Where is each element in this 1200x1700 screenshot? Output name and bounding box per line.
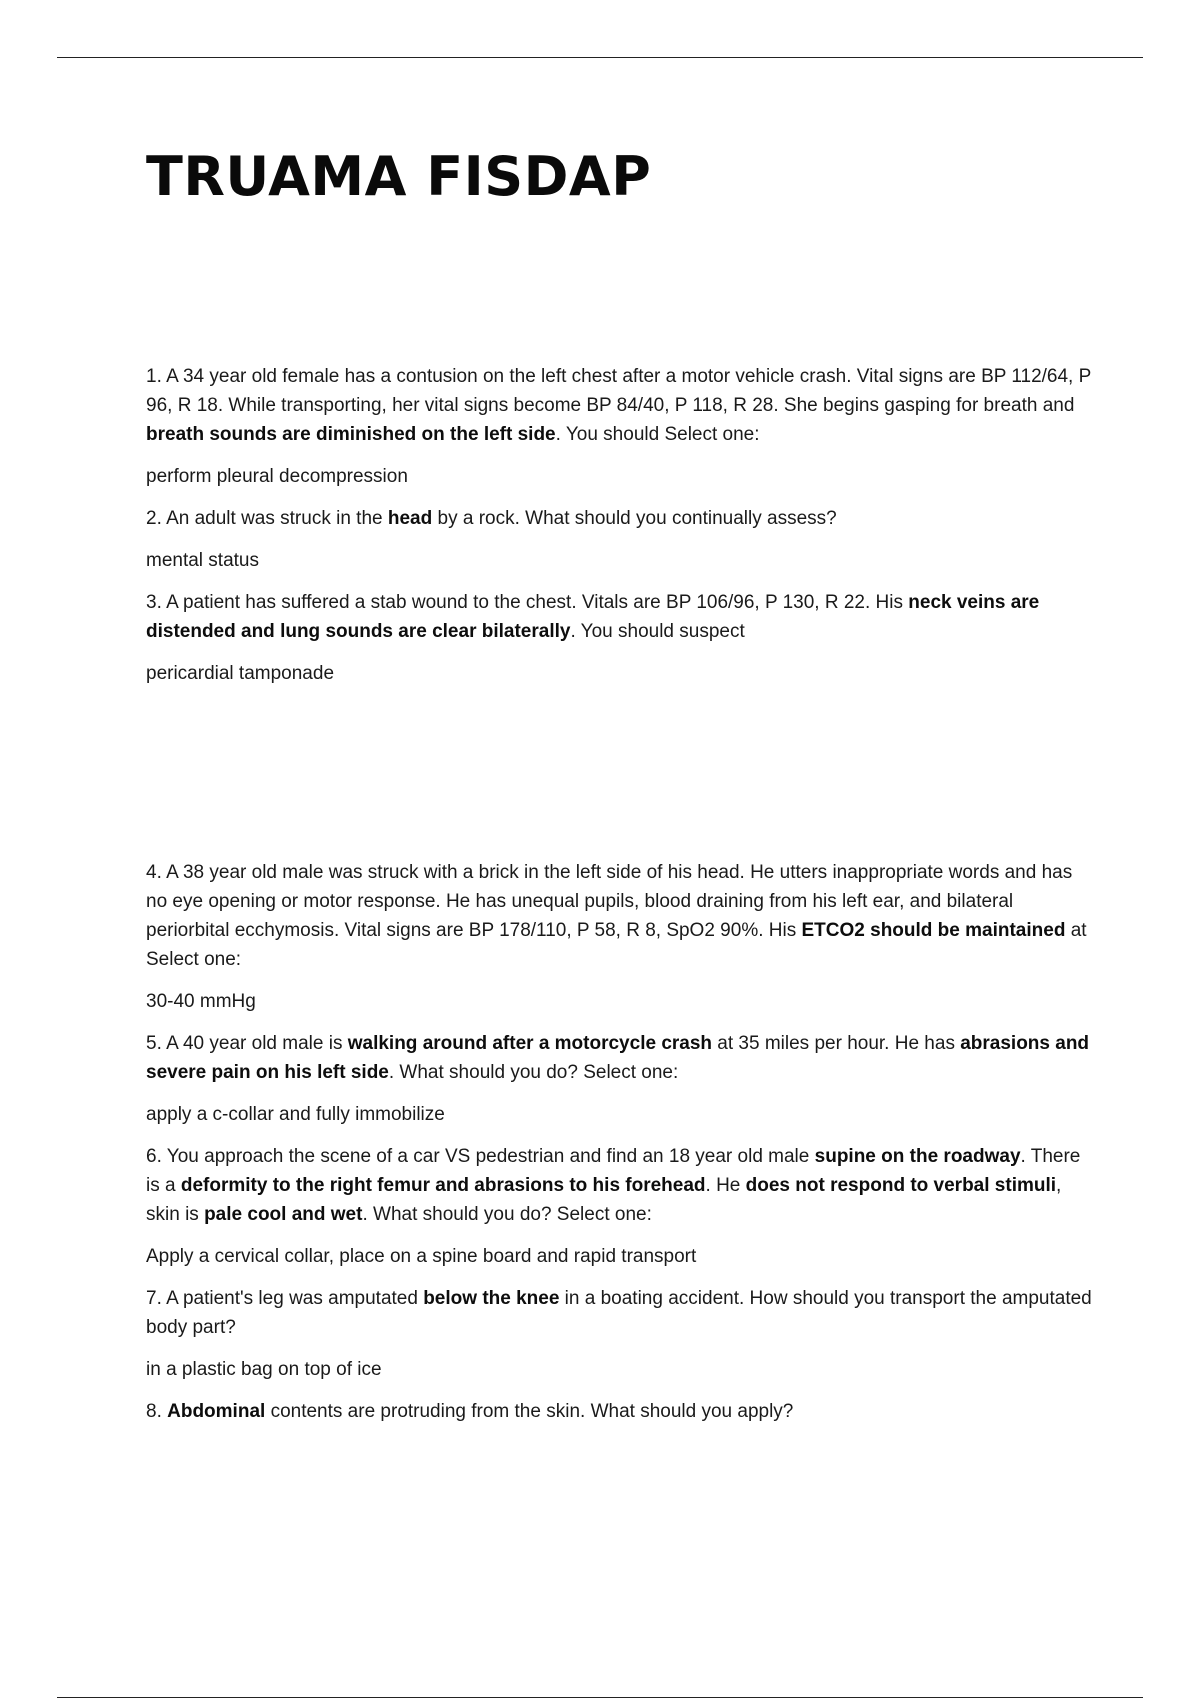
- question-text: . There is a: [146, 1146, 1081, 1196]
- question-text: . You should suspect: [570, 621, 745, 642]
- question-text: 5. A 40 year old male is: [146, 1033, 348, 1054]
- question-emphasis: walking around after a motorcycle crash: [347, 1033, 713, 1054]
- question-6: [146, 1142, 1096, 1229]
- question-text: 1. A 34 year old female has a contusion on the left chest after a motor vehicle crash. Vital signs are BP 112/64, P 96, R 18. While transporting, her vital signs become BP 84/40, P 118, R 28. She begins gasping for breath and: [146, 366, 1091, 416]
- question-2: [146, 504, 1096, 533]
- question-emphasis: deformity to the right femur and abrasions to his forehead: [180, 1175, 706, 1196]
- question-text: . What should you do? Select one:: [388, 1062, 679, 1083]
- answer-1: perform pleural decompression: [146, 466, 408, 487]
- answer-4: 30-40 mmHg: [146, 991, 256, 1012]
- question-text: 3. A patient has suffered a stab wound to the chest. Vitals are BP 106/96, P 130, R 22. His: [146, 592, 909, 613]
- question-emphasis: Abdominal: [167, 1401, 266, 1422]
- question-text: . He: [705, 1175, 746, 1196]
- question-text: , skin is: [146, 1175, 1062, 1225]
- question-emphasis: head: [387, 508, 433, 529]
- question-text: 2. An adult was struck in the: [146, 508, 388, 529]
- question-text: 7. A patient's leg was amputated: [146, 1288, 424, 1309]
- document-title: TRUAMA FISDAP: [146, 145, 652, 208]
- answer-3: pericardial tamponade: [146, 663, 335, 684]
- question-text: at Select one:: [146, 920, 1087, 970]
- bottom-rule: [57, 1697, 1143, 1698]
- question-text: by a rock. What should you continually assess?: [432, 508, 837, 529]
- question-5: [146, 1029, 1096, 1087]
- question-emphasis: neck veins are distended and lung sounds are clear bilaterally: [146, 592, 1040, 642]
- question-3: [146, 588, 1096, 646]
- answer-6: Apply a cervical collar, place on a spine board and rapid transport: [146, 1246, 697, 1267]
- top-rule: [57, 57, 1143, 58]
- question-4: [146, 858, 1096, 974]
- question-block-upper: [146, 362, 1096, 688]
- question-text: 6. You approach the scene of a car VS pedestrian and find an 18 year old male: [146, 1146, 815, 1167]
- answer-5: apply a c-collar and fully immobilize: [146, 1104, 445, 1125]
- question-emphasis: pale cool and wet: [204, 1204, 363, 1225]
- question-emphasis: below the knee: [423, 1288, 560, 1309]
- question-emphasis: does not respond to verbal stimuli: [745, 1175, 1057, 1196]
- answer-7: in a plastic bag on top of ice: [146, 1359, 382, 1380]
- question-text: at 35 miles per hour. He has: [712, 1033, 961, 1054]
- question-1: [146, 362, 1096, 449]
- question-8: [146, 1397, 1096, 1426]
- question-emphasis: abrasions and severe pain on his left side: [146, 1033, 1090, 1083]
- question-emphasis: supine on the roadway: [814, 1146, 1021, 1167]
- question-text: 4. A 38 year old male was struck with a brick in the left side of his head. He utters inappropriate words and has no eye opening or motor response. He has unequal pupils, blood draining from his left ear, and bilateral periorbital ecchymosis. Vital signs are BP 178/110, P 58, R 8, SpO2 90%. His: [146, 862, 1073, 941]
- question-text: in a boating accident. How should you transport the amputated body part?: [146, 1288, 1092, 1338]
- question-emphasis: ETCO2 should be maintained: [801, 920, 1066, 941]
- answer-2: mental status: [146, 550, 259, 571]
- question-text: . What should you do? Select one:: [362, 1204, 652, 1225]
- question-text: 8.: [146, 1401, 168, 1422]
- question-emphasis: breath sounds are diminished on the left side: [146, 424, 556, 445]
- question-block-lower: [146, 858, 1096, 1426]
- question-7: [146, 1284, 1096, 1342]
- question-text: contents are protruding from the skin. What should you apply?: [265, 1401, 794, 1422]
- question-text: . You should Select one:: [555, 424, 760, 445]
